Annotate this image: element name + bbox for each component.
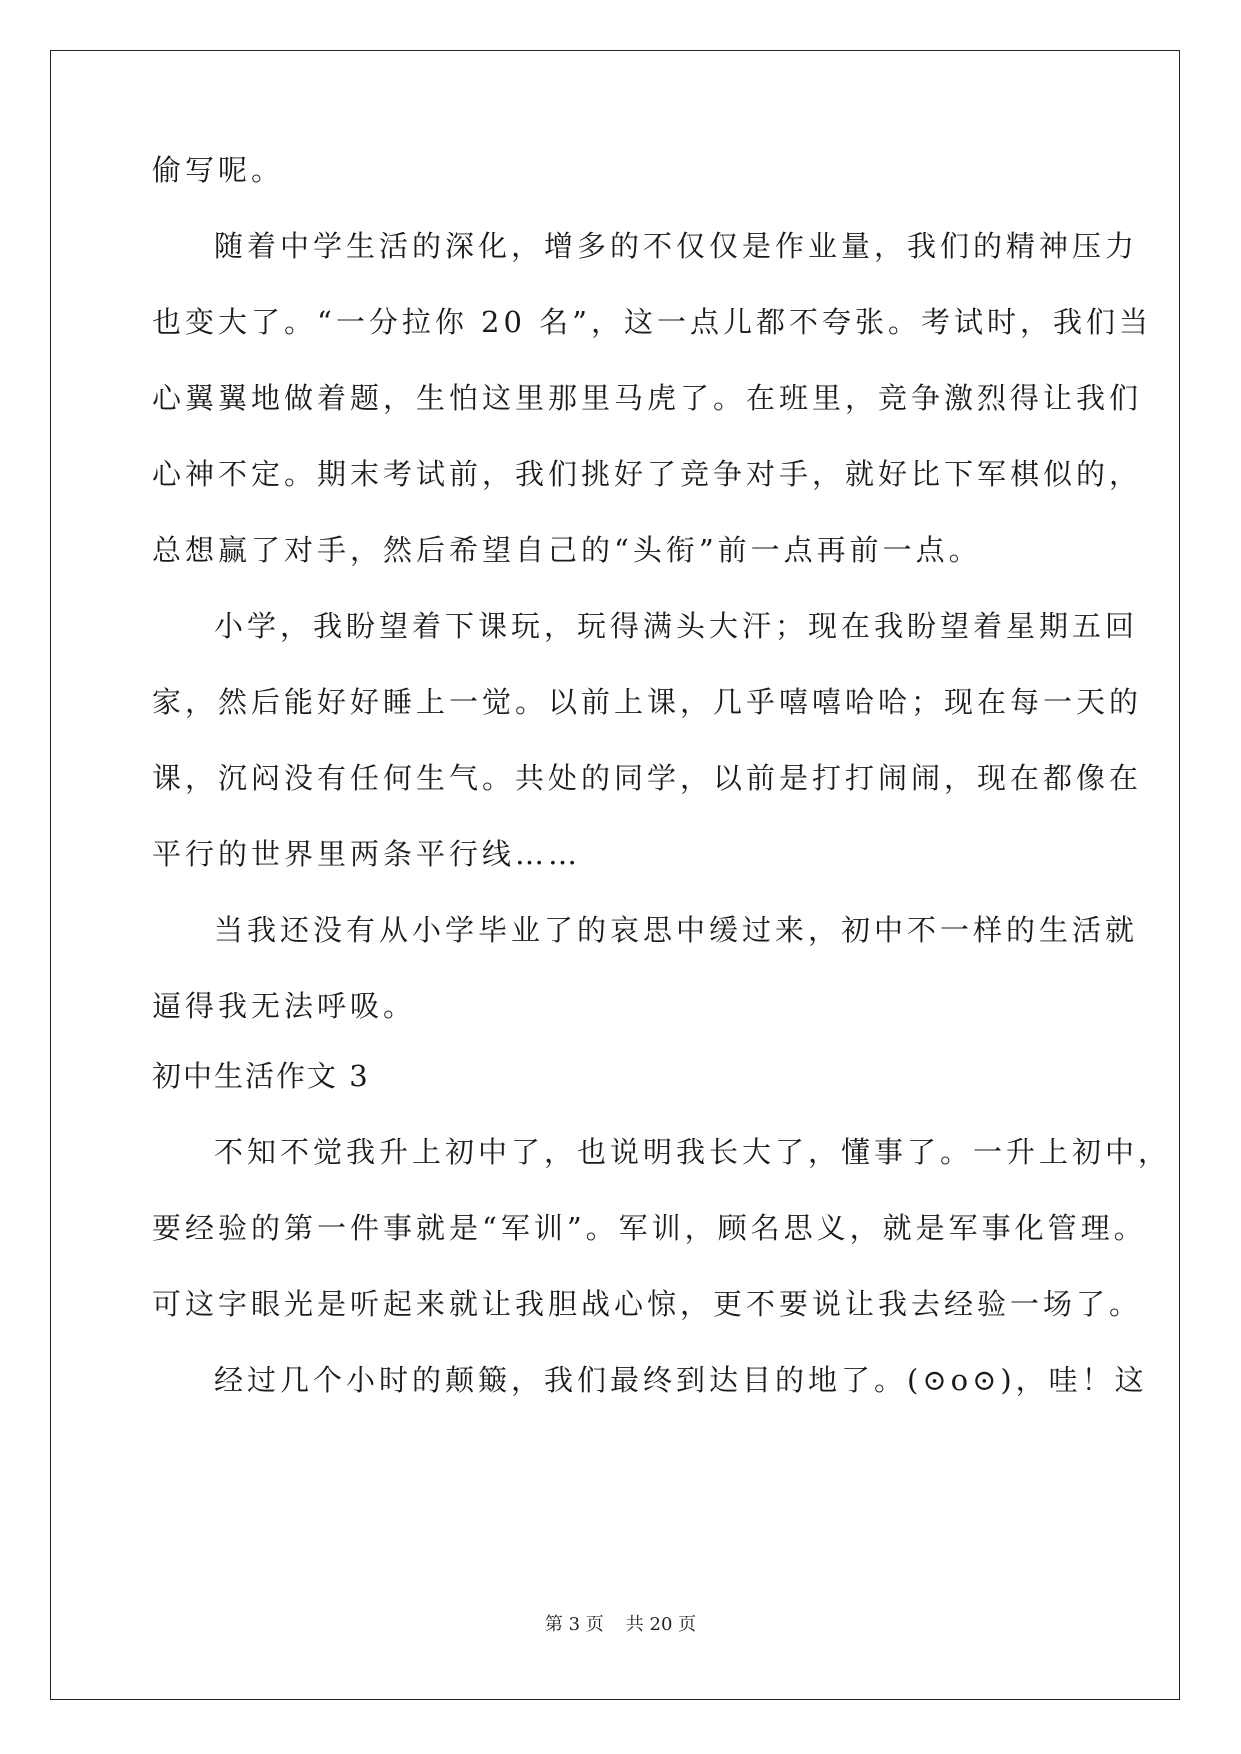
- page-footer: [0, 1610, 1241, 1636]
- text-line: 心神不定。期末考试前，我们挑好了竞争对手，就好比下军棋似的，: [152, 457, 1143, 491]
- page-total: 共 20 页: [625, 1614, 697, 1635]
- paragraph-start: 不知不觉我升上初中了，也说明我长大了，懂事了。一升上初中，: [214, 1135, 1172, 1169]
- paragraph-start: 随着中学生活的深化，增多的不仅仅是作业量，我们的精神压力: [214, 229, 1139, 263]
- paragraph-start: 当我还没有从小学毕业了的哀思中缓过来，初中不一样的生活就: [214, 913, 1139, 947]
- text-line: 可这字眼光是听起来就让我胆战心惊，更不要说让我去经验一场了。: [152, 1287, 1143, 1321]
- section-heading: 初中生活作文 3: [152, 1059, 370, 1093]
- paragraph-start: 经过几个小时的颠簸，我们最终到达目的地了。(⊙o⊙)，哇！这: [214, 1363, 1148, 1397]
- text-line: 总想赢了对手，然后希望自己的“头衔”前一点再前一点。: [152, 533, 982, 567]
- text-line: 也变大了。“一分拉你 20 名”，这一点儿都不夸张。考试时，我们当: [152, 305, 1152, 339]
- text-line: 心翼翼地做着题，生怕这里那里马虎了。在班里，竞争激烈得让我们: [152, 381, 1143, 415]
- text-line: 偷写呢。: [152, 153, 285, 187]
- paragraph-start: 小学，我盼望着下课玩，玩得满头大汗；现在我盼望着星期五回: [214, 609, 1139, 643]
- text-line: 课，沉闷没有任何生气。共处的同学，以前是打打闹闹，现在都像在: [152, 761, 1143, 795]
- text-line: 家，然后能好好睡上一觉。以前上课，几乎嘻嘻哈哈；现在每一天的: [152, 685, 1143, 719]
- page-border: [50, 50, 1180, 1700]
- text-line: 要经验的第一件事就是“军训”。军训，顾名思义，就是军事化管理。: [152, 1211, 1147, 1245]
- page-number: 第 3 页: [544, 1614, 604, 1635]
- text-line: 平行的世界里两条平行线……: [152, 837, 582, 871]
- text-line: 逼得我无法呼吸。: [152, 989, 417, 1023]
